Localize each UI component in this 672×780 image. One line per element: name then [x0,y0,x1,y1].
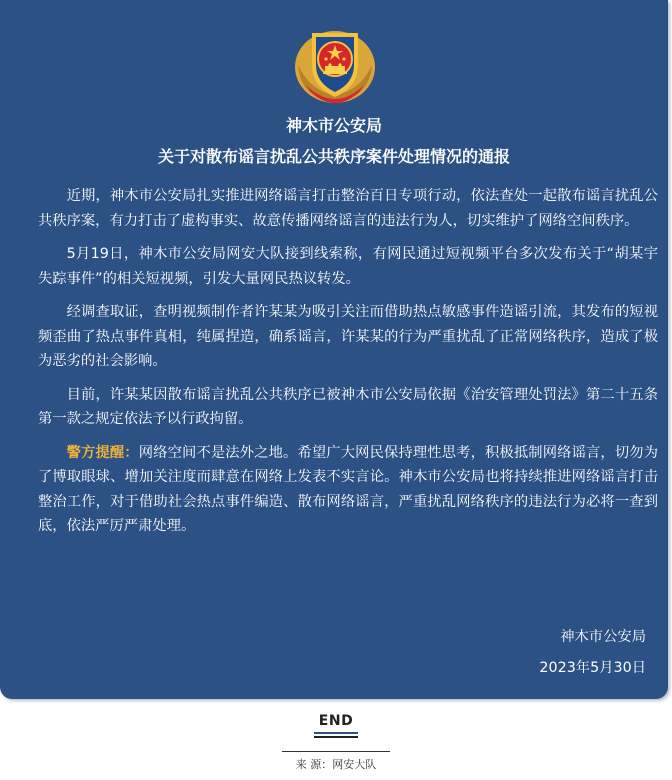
warning-text: 网络空间不是法外之地。希望广大网民保持理性思考，积极抵制网络谣言，切勿为了博取眼球、增加关注度而肆意在网络上发表不实言论。神木市公安局也将持续推进网络谣言打击整治工作，对于借助社会热点事件编造、散布网络谣言，严重扰乱网络秩序的违法行为必将一查到底，依法严厉严肃处理。 [38,444,658,534]
org-title: 神木市公安局 [285,116,382,135]
notice-body [38,184,658,548]
paragraph-3: 经调查取证，查明视频制作者许某某为吸引关注而借助热点敏感事件造谣引流，其发布的短视频歪曲了热点事件真相，纯属捏造，确系谣言，许某某的行为严重扰乱了正常网络秩序，造成了极为恶劣的社会影响。 [38,304,658,369]
end-divider [314,736,358,738]
source-divider [282,751,390,752]
source-credit: 来 源：网安大队 [295,758,377,771]
end-marker [0,710,672,729]
warning-paragraph [38,441,658,539]
end-label: END [318,713,354,729]
paragraph-4: 目前，许某某因散布谣言扰乱公共秩序已被神木市公安局依据《治安管理处罚法》第二十五条第一款之规定依法予以行政拘留。 [38,386,658,427]
end-divider-accent [314,732,358,734]
notice-title: 关于对散布谣言扰乱公共秩序案件处理情况的通报 [157,147,510,166]
signature-org: 神木市公安局 [560,629,646,645]
warning-label: 警方提醒： [66,444,139,461]
paragraph-1: 近期，神木市公安局扎实推进网络谣言打击整治百日专项行动，依法查处一起散布谣言扰乱公共秩序案，有力打击了虚构事实、故意传播网络谣言的违法行为人，切实维护了网络空间秩序。 [38,188,658,229]
paragraph-2: 5月19日，神木市公安局网安大队接到线索称，有网民通过短视频平台多次发布关于“胡某宇失踪事件”的相关短视频，引发大量网民热议转发。 [38,246,658,287]
signature-date: 2023年5月30日 [539,660,646,676]
police-emblem-icon [290,15,380,107]
